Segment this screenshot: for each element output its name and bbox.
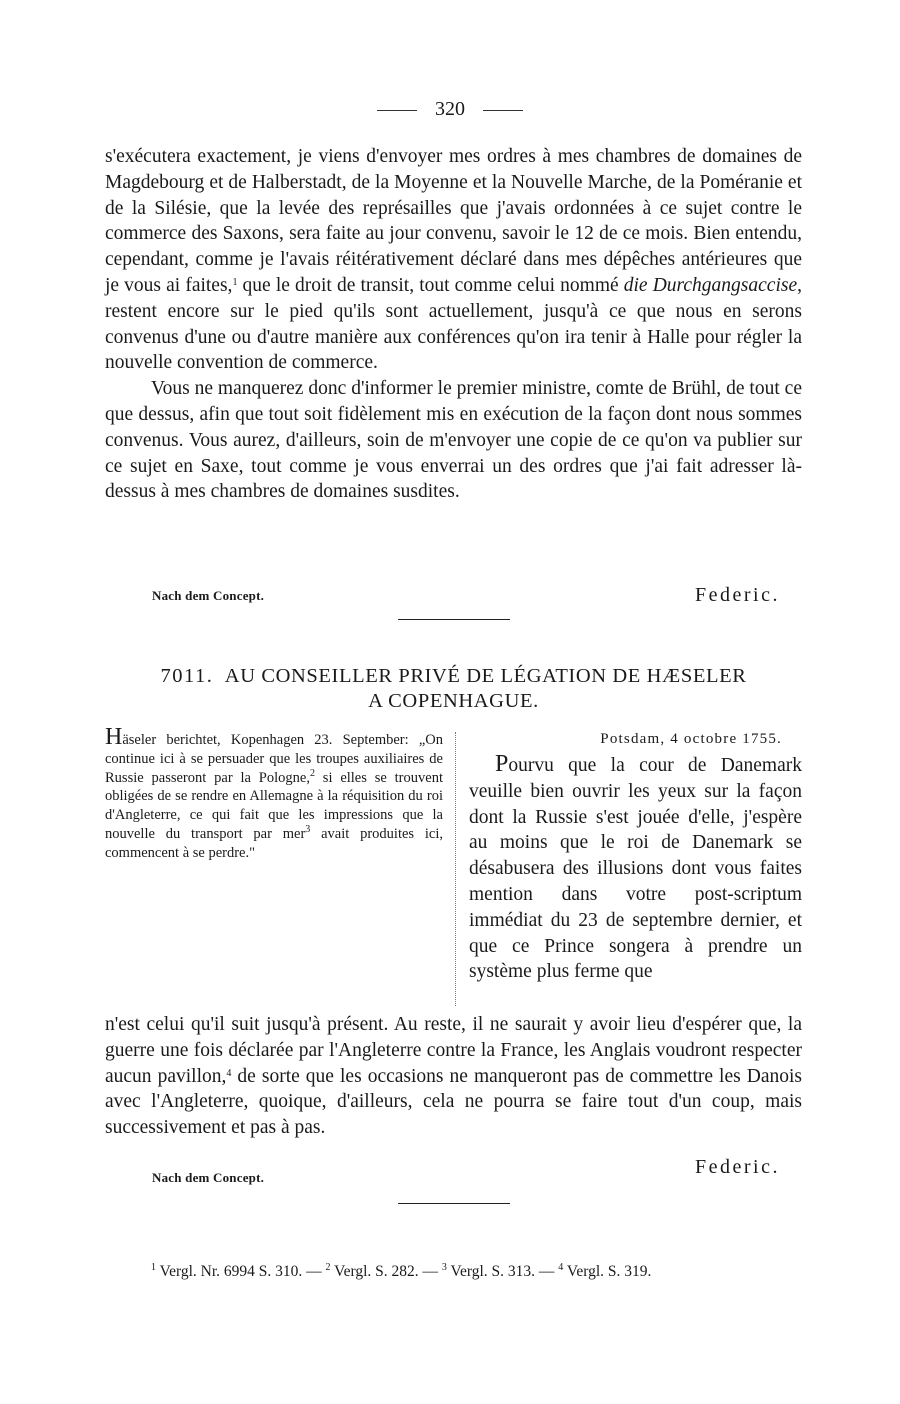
letter1-paragraph-1 bbox=[105, 144, 802, 376]
italic-term: die Durchgangsaccise bbox=[623, 274, 798, 296]
letter2-body-continued bbox=[105, 1012, 802, 1141]
source-note: Nach dem Concept. bbox=[152, 588, 265, 603]
footnote-text: Vergl. S. 313. — bbox=[446, 1263, 559, 1280]
title-line-2: A COPENHAGUE. bbox=[368, 690, 539, 712]
footnote-mark: 4 bbox=[558, 1262, 564, 1273]
text-run: ourvu que la cour de Danemark veuille bien ouvrir les yeux sur la façon dont la Russie s'est jouée d'elle, j'espère au moins que le roi de Danemark se désabusera des illusions dont vous faites mention dans votre post-scriptum immédiat du 23 de septembre dernier, et que ce Prince songera à prendre un système plus ferme que bbox=[469, 755, 802, 983]
header-dash-right bbox=[483, 110, 523, 111]
text-run: si elles se trouvent obligées de se rendre en Allemagne à la réquisition du roi d'Angleterre, ce qui fait que les impressions que la nouvelle du transport par mer bbox=[105, 769, 443, 842]
column-divider bbox=[455, 732, 456, 1006]
initial-capital: P bbox=[495, 751, 509, 777]
letter1-paragraph-2: Vous ne manquerez donc d'informer le premier ministre, comte de Brühl, de tout ce que dessus, afin que tout soit fidèlement mis en exécution de la façon dont nous sommes convenus. Vous aurez, d'ailleurs, soin de m'envoyer une copie de ce qu'on va publier sur ce sujet en Saxe, tout comme je vous enverrai un des ordres que j'ai fait adresser là-dessus à mes chambres de domaines susdites. bbox=[105, 378, 802, 503]
letter1-body bbox=[105, 144, 802, 505]
footnote-text: Vergl. S. 282. — bbox=[330, 1263, 442, 1280]
letter2-title bbox=[105, 664, 802, 714]
footnote-mark: 2 bbox=[325, 1262, 331, 1273]
document-number: 7011. bbox=[160, 665, 214, 687]
letter2-body-column bbox=[469, 728, 802, 985]
footnote-mark: 1 bbox=[151, 1262, 156, 1273]
letter2-closing bbox=[152, 1156, 780, 1186]
initial-capital: H bbox=[105, 724, 123, 750]
footnote-text: Vergl. S. 319. bbox=[563, 1263, 652, 1280]
signature: Federic. bbox=[695, 1156, 780, 1178]
footnote-ref-4: 4 bbox=[226, 1067, 232, 1079]
page-header bbox=[0, 98, 900, 121]
section-divider bbox=[398, 619, 510, 620]
text-run: s'exécutera exactement, je viens d'envoyer mes ordres à mes chambres de domaines de Magdebourg et de Halberstadt, de la Moyenne et la Nouvelle Marche, de la Poméranie et de la Silésie, que la levée des représailles que j'avais ordonnées à ce sujet contre le commerce des Saxons, sera faite au jour convenu, savoir le 12 de ce mois. Bien entendu, cependant, comme je l'avais réitérativement déclaré dans mes dépêches antérieures que je vous ai faites, bbox=[105, 146, 802, 296]
footnotes bbox=[105, 1262, 802, 1281]
signature: Federic. bbox=[695, 584, 780, 606]
letter1-closing bbox=[152, 584, 780, 610]
footnote-mark: 3 bbox=[441, 1262, 447, 1273]
letter2-body-start bbox=[469, 752, 802, 985]
header-dash-left bbox=[377, 110, 417, 111]
text-run: avait produites ici, commencent à se perdre." bbox=[105, 825, 444, 861]
text-run: , restent encore sur le pied qu'ils sont actuellement, jusqu'à ce que nous en serons convenus d'une ou d'autre manière aux conférences qu'on ira tenir à Halle pour régler la nouvelle convention de commerce. bbox=[105, 274, 802, 374]
source-note: Nach dem Concept. bbox=[152, 1170, 265, 1185]
text-run: n'est celui qu'il suit jusqu'à présent. Au reste, il ne saurait y avoir lieu d'espérer que, la guerre une fois déclarée par l'Angleterre contre la France, les Anglais voudront respecter aucun pavillon, bbox=[105, 1014, 802, 1087]
title-line-1 bbox=[105, 664, 802, 689]
footnote-ref-3: 3 bbox=[305, 823, 311, 835]
footnote-ref-2: 2 bbox=[309, 767, 315, 779]
text-run: de sorte que les occasions ne manqueront pas de commettre les Danois avec l'Angleterre, quoique, d'ailleurs, cela ne pourra se faire tout d'un coup, mais successivement et pas à pas. bbox=[105, 1065, 803, 1139]
footnote-text: Vergl. Nr. 6994 S. 310. — bbox=[156, 1263, 326, 1280]
section-divider bbox=[398, 1203, 510, 1204]
page-number: 320 bbox=[435, 98, 465, 120]
letter2-summary bbox=[105, 724, 444, 863]
text-run: äseler berichtet, Kopenhagen 23. September: „On continue ici à se persuader que les troupes auxiliaires de Russie passeront par la Pologne, bbox=[105, 732, 443, 786]
title-text-1: AU CONSEILLER PRIVÉ DE LÉGATION DE HÆSELER bbox=[224, 665, 747, 687]
text-run: que le droit de transit, tout comme celui nommé bbox=[237, 274, 624, 296]
dateline: Potsdam, 4 octobre 1755. bbox=[600, 731, 782, 747]
footnote-ref-1: 1 bbox=[232, 276, 238, 288]
